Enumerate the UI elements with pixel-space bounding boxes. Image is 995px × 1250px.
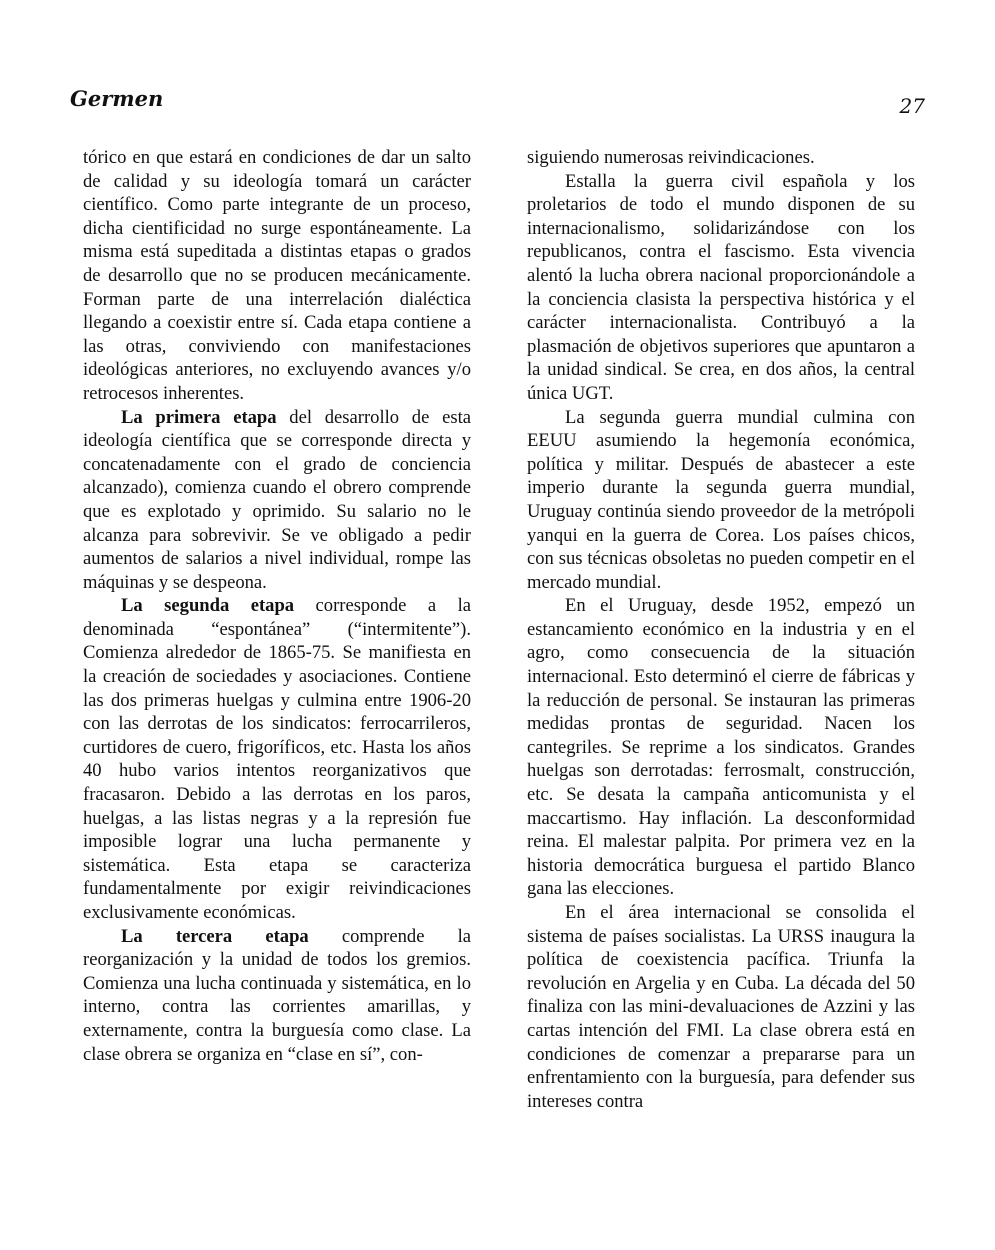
paragraph-text: corresponde a la denominada “espontánea” (“intermitente”). Comienza alrededor de 1865-75. Se manifiesta en la creación de sociedades y asociaciones. Contiene las dos primeras huelgas y culmina entre 1906-20 con las derrotas de los sindicatos: ferrocarrileros, curtidores de cuero, frigoríficos, etc. Hasta los años 40 hubo varios intentos reorganizativos que fracasaron. Debido a las derrotas en los paros, huelgas, a las listas negras y a la represión fue imposible lograr una lucha permanente y sistemática. Esta etapa se caracteriza fundamentalmente por exigir reivindicaciones exclusivamente económicas.: [83, 595, 471, 923]
page-number: 27: [899, 94, 925, 118]
right-column: [527, 146, 915, 1113]
page-header: [70, 86, 925, 116]
paragraph: [83, 406, 471, 595]
paragraph-lead: La tercera etapa: [121, 925, 309, 947]
paragraph: tórico en que estará en condiciones de dar un salto de calidad y su ideología tomará un carácter científico. Como parte integrante de un proceso, dicha cientificidad no surge espontáneamente. La misma está supeditada a distintas etapas o grados de desarrollo que no se producen mecánicamente. Forman parte de una interrelación dialéctica llegando a coexistir entre sí. Cada etapa contiene a las otras, conviviendo con manifestaciones ideológicas anteriores, no excluyendo avances y/o retrocesos inherentes.: [83, 147, 471, 404]
paragraph: En el Uruguay, desde 1952, empezó un estancamiento económico en la industria y en el agro, como consecuencia de la situación internacional. Esto determinó el cierre de fábricas y la reducción de personal. Se instauran las primeras medidas prontas de seguridad. Nacen los cantegriles. Se reprime a los sindicatos. Grandes huelgas son derrotadas: ferrosmalt, construcción, etc. Se desata la campaña anticomunista y el maccartismo. Hay inflación. La desconformidad reina. El malestar palpita. Por primera vez en la historia democrática burguesa el partido Blanco gana las elecciones.: [527, 595, 915, 900]
left-column: [83, 146, 471, 1066]
paragraph-lead: La segunda etapa: [121, 595, 295, 617]
paragraph: En el área internacional se consolida el sistema de países socialistas. La URSS inaugura la política de coexistencia pacífica. Triunfa la revolución en Argelia y en Cuba. La década del 50 finaliza con las mini-devaluaciones de Azzini y las cartas intención del FMI. La clase obrera está en condiciones de comenzar a prepararse para un enfrentamiento con la burguesía, para defender sus intereses contra: [527, 902, 915, 1112]
paragraph-text: del desarrollo de esta ideología científica que se corresponde directa y concatenadamente con el grado de conciencia alcanzado), comienza cuando el obrero comprende que es explotado y oprimido. Su salario no le alcanza para sobrevivir. Se ve obligado a pedir aumentos de salarios a nivel individual, rompe las máquinas y se despeona.: [83, 406, 471, 593]
paragraph-text: comprende la reorganización y la unidad de todos los gremios. Comienza una lucha continuada y sistemática, en lo interno, contra las corrientes amarillas, y externamente, contra la burguesía como clase. La clase obrera se organiza en “clase en sí”, con-: [83, 925, 471, 1065]
paragraph: siguiendo numerosas reivindicaciones.: [527, 147, 815, 168]
paragraph: La segunda guerra mundial culmina con EEUU asumiendo la hegemonía económica, política y militar. Después de abastecer a este imperio durante la segunda guerra mundial, Uruguay continúa siendo proveedor de la metrópoli yanqui en la guerra de Corea. Los países chicos, con sus técnicas obsoletas no pueden competir en el mercado mundial.: [527, 406, 915, 593]
paragraph-lead: La primera etapa: [121, 406, 277, 428]
paragraph: Estalla la guerra civil española y los proletarios de todo el mundo disponen de su internacionalismo, solidarizándose con los republicanos, contra el fascismo. Esta vivencia alentó la lucha obrera nacional proporcionándole a la conciencia clasista la perspectiva histórica y el carácter internacionalista. Contribuyó a la plasmación de objetivos superiores que apuntaron a la unidad sindical. Se crea, en dos años, la central única UGT.: [527, 170, 915, 404]
paragraph: [83, 594, 471, 924]
paragraph: [83, 925, 471, 1067]
running-title: Germen: [70, 86, 164, 111]
